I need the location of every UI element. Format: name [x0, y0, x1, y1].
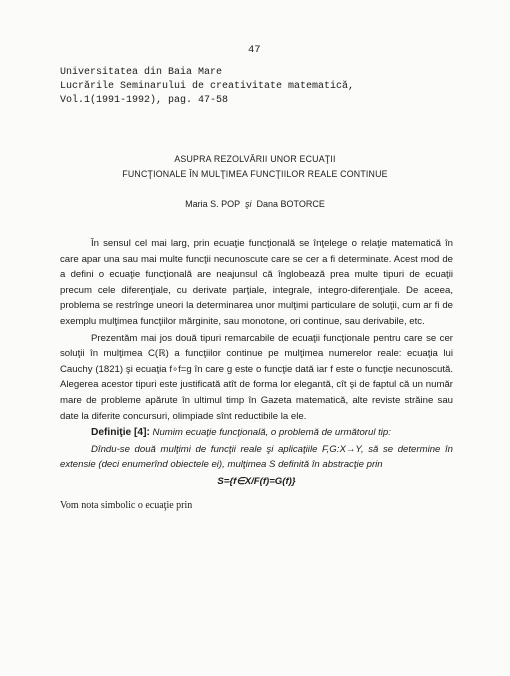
paragraph-3: Dîndu-se două mulţimi de funcţii reale şi aplicaţiile F,G:X→Y, să se determine în extensie (deci enumerînd obiectele ei), mulţimea S definită în abstracţie prin — [60, 443, 453, 471]
paragraph-1: În sensul cel mai larg, prin ecuaţie funcţională se înţelege o relaţie matematică în care apar una sau mai multe funcţii necunoscute care se cer a fi determinate. Acest mod de a defini o ecuaţie funcţională are neajunsul că înglobează prea multe tipuri de ecuaţii precum cele diferenţiale, cu derivate parţiale, integrale, integro-diferenţiale. De aceea, problema se restrînge uneori la determinarea unor mulţimi particulare de soluţii, cum ar fi de exemplu mulţimea funcţiilor mărginite, sau monotone, ori continue, sau derivabile, etc. — [60, 238, 453, 327]
title-line-1: ASUPRA REZOLVĂRII UNOR ECUAŢII — [174, 154, 336, 164]
paragraph-2: Prezentăm mai jos două tipuri remarcabile de ecuaţii funcţionale pentru care se cer soluţii în mulţimea C(ℝ) a funcţiilor continue pe mulţimea numerelor reale: ecuaţia lui Cauchy (1821) şi ecuaţia f∘f=g în care g este o funcţie dată iar f este o funcţie necunoscută. Alegerea acestor tipuri este justificată atît de forma lor elegantă, cît şi de faptul că un număr mare de probleme apărute în ultimul timp în Gazeta matematică, alte reviste străine sau date la diferite concursuri, olimpiade sînt reductibile la ele. — [60, 332, 453, 422]
paper-title — [0, 152, 510, 182]
definition-text: Numim ecuaţie funcţională, o problemă de următorul tip: — [152, 427, 391, 439]
definition — [60, 425, 453, 441]
page-number: 47 — [248, 44, 261, 56]
author-conjunction: şi — [245, 199, 252, 209]
author-1: Maria S. POP — [185, 199, 240, 209]
paper-body — [60, 236, 453, 513]
closing-line: Vom nota simbolic o ecuaţie prin — [60, 499, 193, 511]
definition-label: Definiţie [4]: — [91, 427, 150, 439]
authors — [0, 199, 510, 209]
publication-header — [60, 66, 354, 108]
header-institution: Universitatea din Baia Mare — [60, 67, 223, 78]
formula: S={f∈X/F(f)=G(f)} — [217, 475, 296, 487]
header-journal: Lucrările Seminarului de creativitate matematică, — [60, 81, 355, 92]
title-line-2: FUNCŢIONALE ÎN MULŢIMEA FUNCŢIILOR REALE CONTINUE — [122, 169, 388, 179]
header-volume: Vol.1(1991-1992), pag. 47-58 — [60, 95, 229, 106]
author-2: Dana BOTORCE — [256, 199, 325, 209]
